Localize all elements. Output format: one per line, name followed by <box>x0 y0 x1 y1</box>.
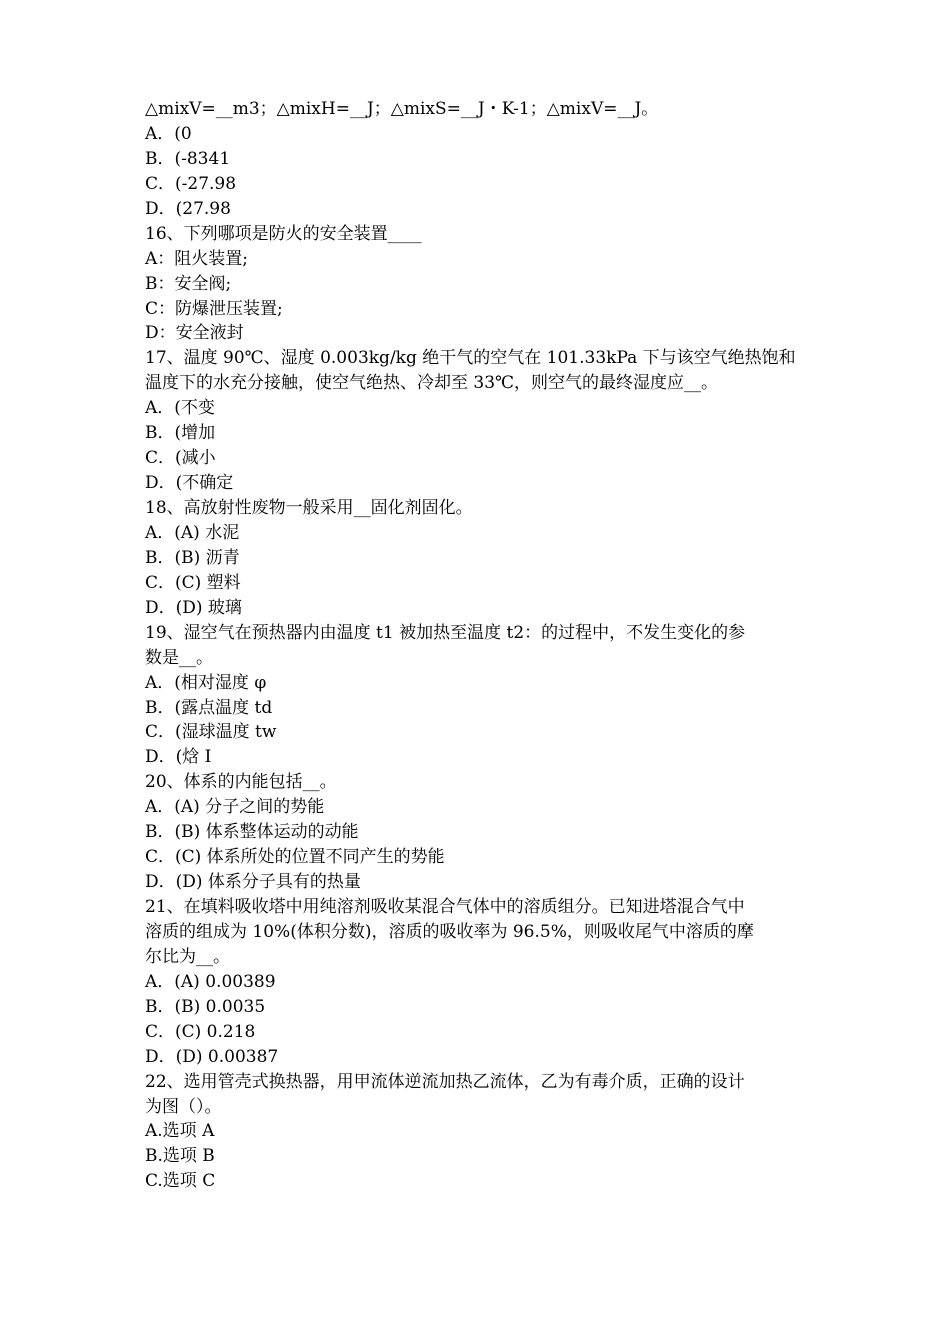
text-line: 18、高放射性废物一般采用__固化剂固化。 <box>145 498 473 518</box>
text-line: B．(B) 沥青 <box>145 547 240 568</box>
text-line: 16、下列哪项是防火的安全装置____ <box>145 223 422 244</box>
text-line: A．(0 <box>145 123 192 144</box>
text-line: C．(C) 体系所处的位置不同产生的势能 <box>145 847 445 868</box>
text-line: D．(不确定 <box>145 473 234 494</box>
text-line: B．(-8341 <box>145 148 231 169</box>
text-line: 温度下的水充分接触，使空气绝热、冷却至 33℃，则空气的最终湿度应__。 <box>145 373 719 394</box>
text-line: D．(D) 0.00387 <box>145 1046 279 1067</box>
text-line: C.选项 C <box>145 1171 216 1192</box>
text-line: D：安全液封 <box>145 323 244 344</box>
text-line: △mixV=__m3；△mixH=__J；△mixS=__J・K-1；△mixV=__J。 <box>145 99 659 119</box>
text-line: B．(露点温度 td <box>145 697 273 718</box>
text-line: C．(湿球温度 tw <box>145 722 277 743</box>
text-line: C．(减小 <box>145 448 216 469</box>
text-line: B．(B) 体系整体运动的动能 <box>145 822 359 843</box>
text-line: A．(A) 水泥 <box>145 522 240 543</box>
text-line: 20、体系的内能包括__。 <box>145 772 337 793</box>
text-line: 22、选用管壳式换热器，用甲流体逆流加热乙流体，乙为有毒介质，正确的设计 <box>145 1071 745 1092</box>
text-line: 为图（）。 <box>145 1096 222 1117</box>
text-line: C．(C) 塑料 <box>145 572 241 593</box>
text-line: C．(-27.98 <box>145 173 237 194</box>
text-line: D．(D) 体系分子具有的热量 <box>145 872 361 893</box>
text-line: B：安全阀; <box>145 273 232 294</box>
text-line: 数是__。 <box>145 647 213 668</box>
text-line: A．(A) 0.00389 <box>145 971 276 992</box>
text-line: D．(焓 I <box>145 747 212 768</box>
text-line: A．(不变 <box>145 398 215 419</box>
text-line: A.选项 A <box>145 1121 215 1142</box>
text-line: B．(增加 <box>145 423 216 444</box>
text-line: 19、湿空气在预热器内由温度 t1 被加热至温度 t2：的过程中，不发生变化的参 <box>145 622 746 643</box>
text-line: 17、温度 90℃、湿度 0.003kg/kg 绝干气的空气在 101.33kPa 下与该空气绝热饱和 <box>145 348 796 369</box>
text-line: 尔比为__。 <box>145 946 230 967</box>
text-line: 溶质的组成为 10%(体积分数)，溶质的吸收率为 96.5%，则吸收尾气中溶质的摩 <box>145 921 754 942</box>
text-line: D．(27.98 <box>145 198 231 219</box>
text-line: 21、在填料吸收塔中用纯溶剂吸收某混合气体中的溶质组分。已知进塔混合气中 <box>145 897 745 917</box>
text-line: A．(相对湿度 φ <box>145 672 267 693</box>
text-line: B．(B) 0.0035 <box>145 996 266 1017</box>
text-line: A．(A) 分子之间的势能 <box>145 797 325 818</box>
text-line: B.选项 B <box>145 1146 215 1167</box>
document-body <box>145 97 825 1194</box>
text-line: C：防爆泄压装置; <box>145 298 283 319</box>
text-line: A：阻火装置; <box>145 248 249 269</box>
text-line: C．(C) 0.218 <box>145 1021 256 1042</box>
text-line: D．(D) 玻璃 <box>145 597 242 618</box>
